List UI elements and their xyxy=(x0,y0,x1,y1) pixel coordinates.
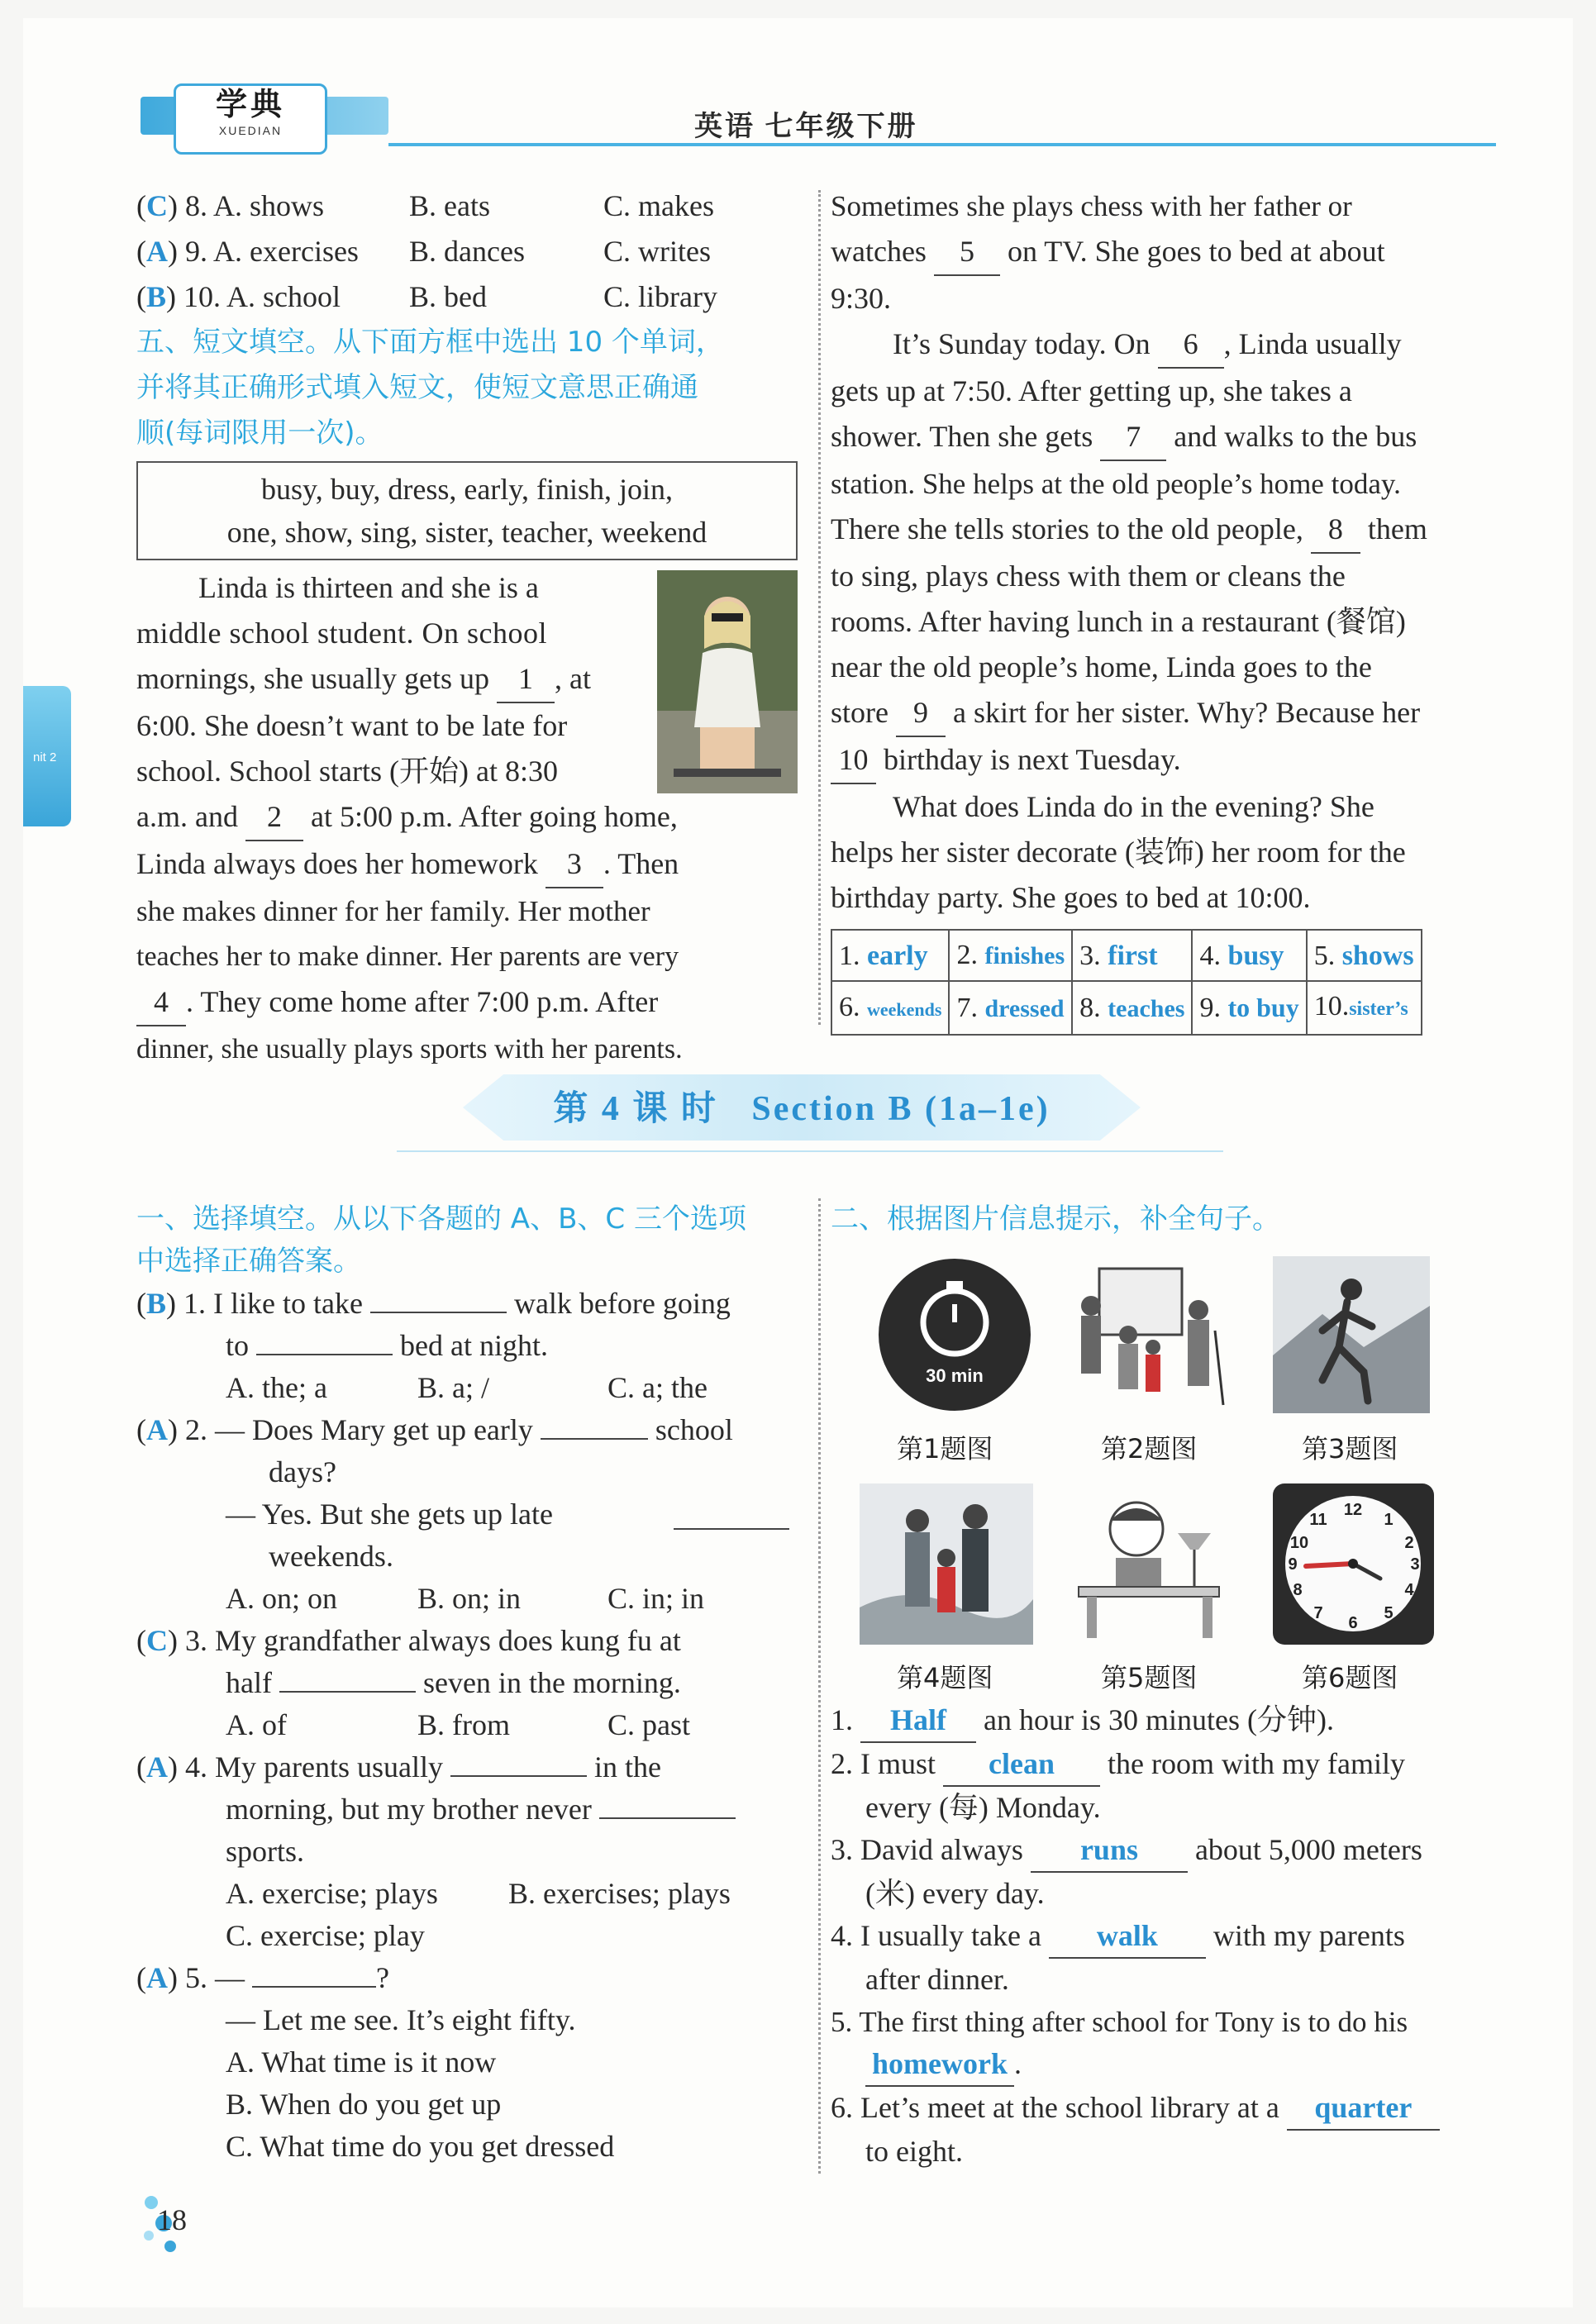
option-c: C. makes xyxy=(603,189,714,222)
blank[interactable] xyxy=(256,1354,393,1355)
caption-2: 第2题图 xyxy=(1101,1433,1198,1464)
ans-word: early xyxy=(867,940,928,971)
text: Linda always does her homework xyxy=(136,847,538,880)
answer-cell xyxy=(1192,981,1306,1035)
option-b: B. on; in xyxy=(417,1582,522,1615)
mc-question-2-line2: days? xyxy=(269,1455,336,1488)
p2-line-6 xyxy=(831,414,1500,461)
banner-section: Section B (1a–1e) xyxy=(751,1090,1051,1128)
mc-options-3 xyxy=(136,1704,798,1746)
option-c: C. in; in xyxy=(607,1582,705,1615)
blank[interactable] xyxy=(599,1817,736,1819)
text: shower. Then she gets xyxy=(831,420,1093,453)
logo-cn: 学典 xyxy=(215,88,285,122)
mc-options-2 xyxy=(136,1578,798,1620)
ans-word: first xyxy=(1108,940,1158,971)
svg-text:8: 8 xyxy=(1293,1581,1303,1599)
section2-title: 二、根据图片信息提示，补全句子。 xyxy=(831,1202,1280,1236)
p1-line-5: school. School starts (开始) at 8:30 xyxy=(136,755,558,788)
mc-question-2-line3 xyxy=(136,1493,798,1536)
logo xyxy=(174,83,327,155)
mc-option-5c: C. What time do you get dressed xyxy=(226,2130,615,2163)
option-c: C. a; the xyxy=(607,1371,707,1404)
text: to xyxy=(226,1329,250,1362)
text: morning, but my brother never xyxy=(226,1793,592,1826)
mc-question-5-line2: — Let me see. It’s eight fifty. xyxy=(226,2003,576,2036)
blank-2[interactable]: 2 xyxy=(245,794,303,841)
caption-4: 第4题图 xyxy=(897,1662,993,1693)
section1-title-2: 中选择正确答案。 xyxy=(136,1245,361,1278)
answer-blank-4[interactable]: walk xyxy=(1049,1915,1206,1959)
p2-line-9: to sing, plays chess with them or cleans the xyxy=(831,560,1346,593)
p1-line-3 xyxy=(136,656,798,703)
answer-blank-3[interactable]: runs xyxy=(1031,1829,1188,1873)
ans-num: 1. xyxy=(839,940,860,971)
p2-line-11: near the old people’s home, Linda goes to the xyxy=(831,650,1372,683)
ans-num: 2. xyxy=(956,940,978,970)
num: 2. xyxy=(831,1747,853,1780)
text: a skirt for her sister. Why? Because her xyxy=(952,696,1421,729)
text: 2. — Does Mary get up early xyxy=(185,1413,533,1446)
logo-en: XUEDIAN xyxy=(218,124,283,137)
num: 3. xyxy=(831,1833,853,1866)
option-a: A. on; on xyxy=(226,1582,337,1615)
ans-num: 6. xyxy=(839,991,860,1022)
left-top-column xyxy=(136,183,798,1072)
text: ? xyxy=(376,1961,389,1994)
ans-word: busy xyxy=(1227,940,1284,971)
p2-line-16: birthday party. She goes to bed at 10:00. xyxy=(831,881,1311,914)
p2-line-2 xyxy=(831,229,1500,276)
section5-title-2: 并将其正确形式填入短文，使短文意思正确通 xyxy=(136,371,698,404)
banner-lesson: 第 4 课 时 xyxy=(553,1090,718,1128)
num: 6. xyxy=(831,2091,853,2124)
answer-cell xyxy=(1307,930,1422,981)
header-subject: 英语 七年级下册 xyxy=(694,112,918,142)
text: seven in the morning. xyxy=(422,1666,681,1699)
svg-text:3: 3 xyxy=(1410,1555,1420,1574)
mc-answer-5: A xyxy=(146,1961,168,1994)
ans-num: 5. xyxy=(1313,940,1336,971)
option-c: C. library xyxy=(603,280,717,313)
mc-answer-4: A xyxy=(146,1750,168,1783)
text: I usually take a xyxy=(860,1919,1041,1952)
text: bed at night. xyxy=(400,1329,548,1362)
answer-cell xyxy=(1307,981,1422,1035)
caption-1: 第1题图 xyxy=(897,1433,993,1464)
sentence-6-line2: to eight. xyxy=(865,2135,963,2168)
mc-question-3: (C) 3. My grandfather always does kung fu at xyxy=(136,1624,681,1657)
text: in the xyxy=(593,1750,661,1783)
blank[interactable] xyxy=(279,1691,416,1693)
p2-line-10: rooms. After having lunch in a restaurant (餐馆) xyxy=(831,605,1406,638)
q-num: 10. xyxy=(183,280,222,313)
text: half xyxy=(226,1666,272,1699)
svg-text:1: 1 xyxy=(1384,1511,1394,1529)
p2-line-4 xyxy=(831,321,1500,369)
option-b: B. a; / xyxy=(417,1371,489,1404)
answer-cell xyxy=(949,981,1072,1035)
header-rule xyxy=(388,143,1496,146)
text: at 5:00 p.m. After going home, xyxy=(310,800,678,833)
sentence-4-line2: after dinner. xyxy=(865,1963,1009,1996)
word-box xyxy=(136,461,798,560)
ans-num: 4. xyxy=(1199,940,1221,971)
mc-question-1-line2 xyxy=(136,1325,798,1367)
timer-picture xyxy=(876,1256,1033,1413)
blank-10[interactable]: 10 xyxy=(831,737,876,784)
text: I must xyxy=(860,1747,936,1780)
p2-line-7: station. She helps at the old people’s home today. xyxy=(831,468,1401,500)
blank-8[interactable]: 8 xyxy=(1311,507,1360,554)
text: The first thing after school for Tony is to do his xyxy=(859,2006,1408,2038)
passage-left xyxy=(136,565,798,1072)
text: school xyxy=(655,1413,733,1446)
mc-question-3-line2 xyxy=(136,1662,798,1704)
text: store xyxy=(831,696,889,729)
ans-word: shows xyxy=(1341,940,1414,971)
p1-line-9: teaches her to make dinner. Her parents are very xyxy=(136,941,679,972)
option-b: B. dances xyxy=(409,235,525,268)
text: Let’s meet at the school library at a xyxy=(860,2091,1279,2124)
p2-line-15: helps her sister decorate (装饰) her room for the xyxy=(831,836,1406,869)
text: 3. My grandfather always does kung fu at xyxy=(185,1624,681,1657)
option-b: B. eats xyxy=(409,189,490,222)
sentence-5-line2 xyxy=(831,2043,1500,2087)
mc-question-2-line4: weekends. xyxy=(269,1540,393,1573)
sentence-2-line2: every (每) Monday. xyxy=(865,1791,1101,1824)
svg-text:5: 5 xyxy=(1384,1604,1394,1622)
text: about 5,000 meters xyxy=(1194,1833,1422,1866)
blank-9[interactable]: 9 xyxy=(896,690,946,737)
text: them xyxy=(1367,512,1427,545)
text: , at xyxy=(554,662,591,695)
timer-label: 30 min xyxy=(926,1365,984,1386)
svg-text:12: 12 xyxy=(1343,1501,1363,1519)
mc-question-5: (A) 5. — ? xyxy=(136,1961,389,1994)
ans-num: 10. xyxy=(1313,991,1350,1022)
family-walk-picture xyxy=(860,1483,1033,1645)
blank-1[interactable]: 1 xyxy=(497,656,555,703)
blank[interactable] xyxy=(674,1528,789,1530)
answer-cell xyxy=(831,981,949,1035)
question-10: (B) 10. A. school B. bed C. library xyxy=(136,274,798,320)
page-header xyxy=(124,79,1496,153)
text: 5. — xyxy=(185,1961,245,1994)
answer-blank-1[interactable]: Half xyxy=(860,1699,976,1743)
mc-question-4-line3: sports. xyxy=(226,1835,305,1868)
p1-line-6 xyxy=(136,794,798,841)
blank-5[interactable]: 5 xyxy=(934,229,1000,276)
blank-3[interactable]: 3 xyxy=(545,841,603,888)
text: , Linda usually xyxy=(1223,327,1402,360)
question-9: (A) 9. A. exercises B. dances C. writes xyxy=(136,229,798,274)
text: with my parents xyxy=(1212,1919,1405,1952)
answer-blank-2[interactable]: clean xyxy=(943,1743,1100,1787)
q-num: 8. xyxy=(185,189,207,222)
mc-options-1 xyxy=(136,1367,798,1409)
unit-side-tab xyxy=(23,686,71,826)
question-8: (C) 8. A. shows B. eats C. makes xyxy=(136,183,798,229)
sentence-3 xyxy=(831,1829,1500,1873)
banner-underline xyxy=(397,1150,1223,1152)
text: on TV. She goes to bed at about xyxy=(1007,235,1385,268)
text: There she tells stories to the old people, xyxy=(831,512,1303,545)
answer-cell xyxy=(1192,930,1306,981)
answer-cell xyxy=(831,930,949,981)
p2-line-3: 9:30. xyxy=(831,282,892,315)
ans-word: dressed xyxy=(984,994,1065,1022)
text: and walks to the bus xyxy=(1174,420,1417,453)
answer-cell xyxy=(1072,981,1192,1035)
family-cleaning-picture xyxy=(1066,1264,1232,1413)
text: mornings, she usually gets up xyxy=(136,662,489,695)
blank[interactable] xyxy=(450,1775,587,1777)
blank-7[interactable]: 7 xyxy=(1100,414,1166,461)
option-c: C. past xyxy=(607,1708,691,1741)
mc-question-2: (A) 2. — Does Mary get up early school xyxy=(136,1413,733,1446)
sentence-2 xyxy=(831,1743,1500,1787)
p1-line-4: 6:00. She doesn’t want to be late for xyxy=(136,709,568,742)
answer-row-1 xyxy=(831,930,1422,981)
answer-blank-6[interactable]: quarter xyxy=(1287,2087,1440,2131)
word-box-line-2: one, show, sing, sister, teacher, weekend xyxy=(226,516,707,549)
text: 4. My parents usually xyxy=(185,1750,443,1783)
text: 1. I like to take xyxy=(183,1287,363,1320)
mc-question-1: (B) 1. I like to take walk before going xyxy=(136,1287,731,1320)
mc-options-4c: C. exercise; play xyxy=(226,1919,425,1952)
ans-word: sister’s xyxy=(1349,998,1408,1020)
blank[interactable] xyxy=(370,1312,507,1313)
answer-blank-5[interactable]: homework xyxy=(865,2043,1014,2087)
sentence-completions xyxy=(831,1699,1500,2173)
mc-answer-2: A xyxy=(146,1413,168,1446)
text: watches xyxy=(831,235,927,268)
right-bottom-column xyxy=(831,1198,1500,1241)
svg-text:6: 6 xyxy=(1348,1614,1358,1632)
mc-option-5a: A. What time is it now xyxy=(226,2045,497,2079)
section-banner xyxy=(463,1066,1141,1149)
sentence-4 xyxy=(831,1915,1500,1959)
text: an hour is 30 minutes (分钟). xyxy=(984,1703,1334,1736)
svg-text:4: 4 xyxy=(1404,1581,1414,1599)
blank-6[interactable]: 6 xyxy=(1158,321,1224,369)
option-a: A. exercise; plays xyxy=(226,1877,438,1910)
mc-answer-3: C xyxy=(146,1624,168,1657)
p1-line-1: Linda is thirteen and she is a xyxy=(198,571,539,604)
side-tab-label: nit 2 xyxy=(33,750,57,764)
blank[interactable] xyxy=(541,1438,648,1440)
ans-word: weekends xyxy=(867,998,942,1020)
sentence-3-line2: (米) every day. xyxy=(865,1877,1045,1910)
caption-5: 第5题图 xyxy=(1101,1662,1198,1693)
option-a: A. the; a xyxy=(226,1371,327,1404)
text: the room with my family xyxy=(1108,1747,1405,1780)
p2-line-8 xyxy=(831,507,1500,554)
section5-title-1: 五、短文填空。从下面方框中选出 10 个单词， xyxy=(136,326,724,359)
p1-line-2: middle school student. On school xyxy=(136,617,547,650)
text: They come home after 7:00 p.m. After xyxy=(200,985,659,1018)
answer-10: B xyxy=(146,280,167,313)
mc-option-5b: B. When do you get up xyxy=(226,2088,502,2121)
mc-answer-1: B xyxy=(146,1287,167,1320)
homework-picture xyxy=(1070,1483,1232,1645)
option-b: B. bed xyxy=(409,280,487,313)
text: birthday is next Tuesday. xyxy=(884,743,1181,776)
clock-picture xyxy=(1273,1483,1434,1645)
p1-line-11: dinner, she usually plays sports with her parents. xyxy=(136,1034,683,1064)
svg-text:11: 11 xyxy=(1309,1511,1327,1529)
option-a: A. of xyxy=(226,1708,287,1741)
text: It’s Sunday today. On xyxy=(893,327,1151,360)
ans-num: 8. xyxy=(1079,992,1101,1023)
p1-line-7 xyxy=(136,841,798,888)
left-bottom-column xyxy=(136,1198,798,2168)
section1-title-1: 一、选择填空。从以下各题的 A、B、C 三个选项 xyxy=(136,1202,746,1236)
caption-6: 第6题图 xyxy=(1302,1662,1398,1693)
text: a.m. and xyxy=(136,800,238,833)
blank[interactable] xyxy=(252,1986,376,1988)
svg-text:7: 7 xyxy=(1313,1604,1323,1622)
p2-line-5: gets up at 7:50. After getting up, she takes a xyxy=(831,374,1352,407)
banner-text xyxy=(463,1081,1141,1131)
answer-cell xyxy=(1072,930,1192,981)
text: . Then xyxy=(603,847,679,880)
num: 1. xyxy=(831,1703,853,1736)
ans-word: finishes xyxy=(984,942,1065,969)
q-num: 9. xyxy=(185,235,207,268)
text: David always xyxy=(860,1833,1023,1866)
option-b: B. from xyxy=(417,1708,510,1741)
section5-title-3: 顺(每词限用一次)。 xyxy=(136,417,384,450)
text: walk before going xyxy=(513,1287,731,1320)
p2-line-14: What does Linda do in the evening? She xyxy=(893,790,1374,823)
ans-word: teaches xyxy=(1108,994,1185,1022)
blank-4[interactable]: 4 xyxy=(136,979,186,1026)
ans-num: 9. xyxy=(1199,993,1221,1023)
answer-row-2 xyxy=(831,981,1422,1035)
p1-line-8: she makes dinner for her family. Her mother xyxy=(136,895,650,927)
svg-text:10: 10 xyxy=(1289,1534,1309,1552)
text: — Yes. But she gets up late xyxy=(226,1498,553,1531)
mc-question-4: (A) 4. My parents usually in the xyxy=(136,1750,661,1783)
mc-question-4-line2 xyxy=(136,1788,798,1831)
p1-line-10: 4 . They come home after 7:00 p.m. After xyxy=(136,979,798,1026)
answer-9: A xyxy=(146,235,168,268)
sentence-6 xyxy=(831,2087,1500,2131)
answer-table xyxy=(831,929,1422,1036)
column-divider-bottom xyxy=(818,1198,821,2174)
ans-num: 3. xyxy=(1079,940,1101,971)
answer-cell xyxy=(949,930,1072,981)
num: 5. xyxy=(831,2006,853,2038)
caption-3: 第3题图 xyxy=(1302,1433,1398,1464)
word-box-line-1: busy, buy, dress, early, finish, join, xyxy=(261,473,673,506)
page-number: 18 xyxy=(157,2203,187,2236)
ans-word: to buy xyxy=(1227,993,1299,1022)
svg-text:2: 2 xyxy=(1404,1534,1414,1552)
p2-line-12 xyxy=(831,690,1500,737)
ans-num: 7. xyxy=(956,992,978,1023)
answer-8: C xyxy=(146,189,168,222)
mc-options-4 xyxy=(136,1873,798,1915)
sentence-1 xyxy=(831,1699,1500,1743)
right-top-column xyxy=(831,183,1500,1036)
sentence-5 xyxy=(831,2001,1500,2043)
option-a: A. school xyxy=(226,280,341,313)
p2-line-13 xyxy=(831,737,1500,784)
text: . xyxy=(1014,2047,1022,2080)
option-c: C. writes xyxy=(603,235,711,268)
option-a: A. shows xyxy=(213,189,325,222)
svg-text:9: 9 xyxy=(1288,1555,1298,1574)
column-divider-top xyxy=(818,190,821,1025)
runner-picture xyxy=(1273,1256,1430,1413)
num: 4. xyxy=(831,1919,853,1952)
option-b: B. exercises; plays xyxy=(508,1877,731,1910)
p2-line-1: Sometimes she plays chess with her father or xyxy=(831,190,1352,222)
option-a: A. exercises xyxy=(213,235,359,268)
